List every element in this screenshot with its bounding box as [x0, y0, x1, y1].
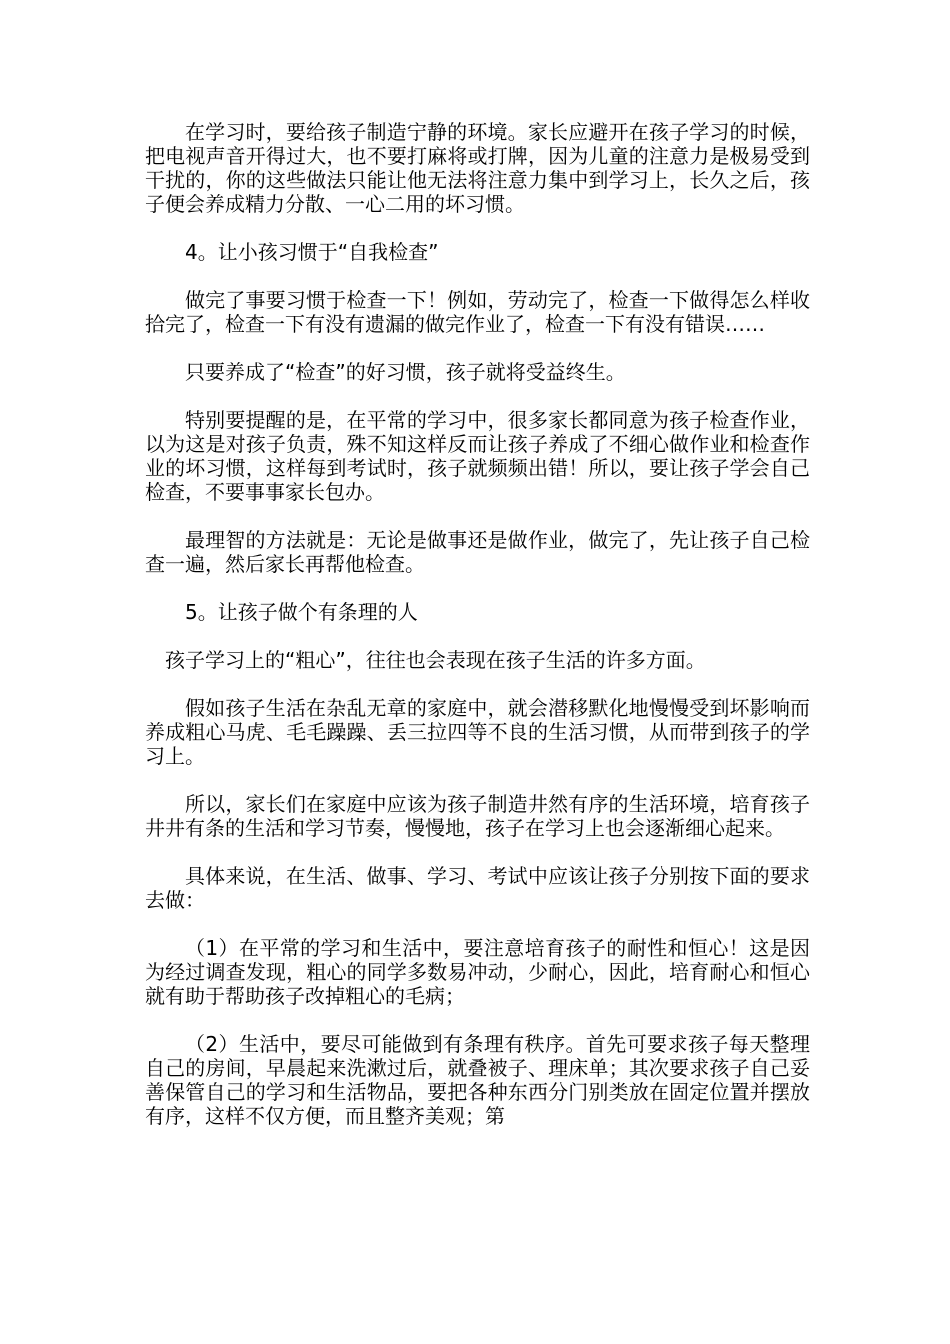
section-heading-orderly: 5。让孩子做个有条理的人	[185, 600, 418, 624]
document-page	[145, 120, 810, 1152]
paragraph-carelessness: 孩子学习上的“粗心”，往往也会表现在孩子生活的许多方面。	[165, 648, 706, 672]
paragraph-specific-requirements: 具体来说，在生活、做事、学习、考试中应该让孩子分别按下面的要求去做：	[145, 864, 810, 912]
paragraph-item-2: （2）生活中，要尽可能做到有条理有秩序。首先可要求孩子每天整理自己的房间，早晨起来洗漱过后，就叠被子、理床单；其次要求孩子自己妥善保管自己的学习和生活物品，要把各种东西分门别类放在固定位置并摆放有序，这样不仅方便，而且整齐美观；第	[145, 1032, 810, 1128]
section-heading-self-check: 4。让小孩习惯于“自我检查”	[185, 240, 439, 264]
paragraph-check-after-done: 做完了事要习惯于检查一下！例如，劳动完了，检查一下做得怎么样收拾完了，检查一下有没有遗漏的做完作业了，检查一下有没有错误……	[145, 288, 810, 336]
paragraph-orderly-environment: 所以，家长们在家庭中应该为孩子制造井然有序的生活环境，培育孩子井井有条的生活和学习节奏，慢慢地，孩子在学习上也会逐渐细心起来。	[145, 792, 810, 840]
paragraph-parent-checking: 特别要提醒的是，在平常的学习中，很多家长都同意为孩子检查作业，以为这是对孩子负责，殊不知这样反而让孩子养成了不细心做作业和检查作业的坏习惯，这样每到考试时，孩子就频频出错！所以，要让孩子学会自己检查，不要事事家长包办。	[145, 408, 810, 504]
paragraph-wise-method: 最理智的方法就是：无论是做事还是做作业，做完了，先让孩子自己检查一遍，然后家长再帮他检查。	[145, 528, 810, 576]
paragraph-messy-home: 假如孩子生活在杂乱无章的家庭中，就会潜移默化地慢慢受到坏影响而养成粗心马虎、毛毛躁躁、丢三拉四等不良的生活习惯，从而带到孩子的学习上。	[145, 696, 810, 768]
paragraph-quiet-environment: 在学习时，要给孩子制造宁静的环境。家长应避开在孩子学习的时候，把电视声音开得过大，也不要打麻将或打牌，因为儿童的注意力是极易受到干扰的，你的这些做法只能让他无法将注意力集中到学习上，长久之后，孩子便会养成精力分散、一心二用的坏习惯。	[145, 120, 810, 216]
paragraph-lifelong-benefit: 只要养成了“检查”的好习惯，孩子就将受益终生。	[185, 360, 626, 384]
paragraph-item-1: （1）在平常的学习和生活中，要注意培育孩子的耐性和恒心！这是因为经过调查发现，粗心的同学多数易冲动，少耐心，因此，培育耐心和恒心就有助于帮助孩子改掉粗心的毛病；	[145, 936, 810, 1008]
